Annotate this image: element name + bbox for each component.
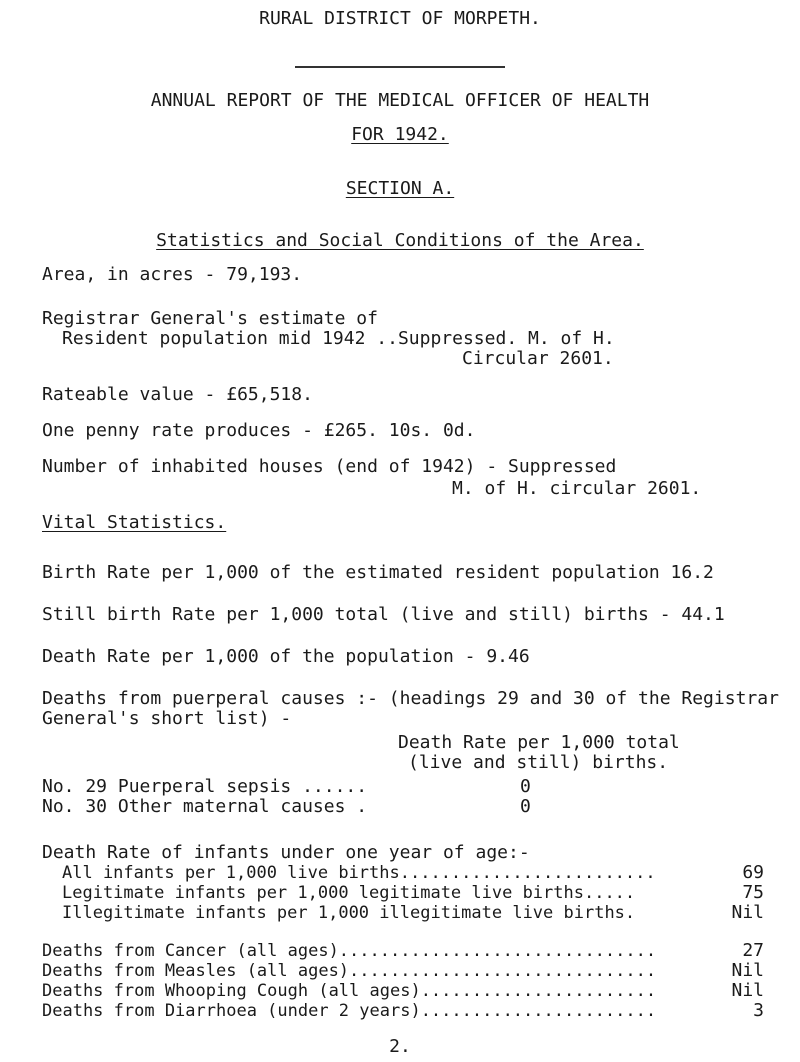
report-title: ANNUAL REPORT OF THE MEDICAL OFFICER OF HEALTH: [150, 90, 650, 111]
puerperal-line-1: Deaths from puerperal causes :- (headings 29 and 30 of the Registrar: [42, 688, 779, 709]
still-birth-rate: Still birth Rate per 1,000 total (live and still) births - 44.1: [42, 604, 725, 625]
cause-row-label: Deaths from Diarrhoea (under 2 years).......................: [42, 1001, 657, 1021]
houses-line-2: M. of H. circular 2601.: [452, 478, 702, 499]
page-number: 2.: [389, 1036, 411, 1057]
section-heading: SECTION A.: [345, 178, 455, 199]
column-heading-1: Death Rate per 1,000 total: [398, 732, 680, 753]
infant-row-value: Nil: [731, 902, 764, 923]
infant-row-value: 75: [742, 882, 764, 903]
puerperal-row-value: 0: [520, 796, 531, 817]
infant-row-label: All infants per 1,000 live births.........................: [62, 863, 656, 883]
cause-row-label: Deaths from Cancer (all ages)...............................: [42, 941, 657, 961]
rateable-value: Rateable value - £65,518.: [42, 384, 313, 405]
area-acres: Area, in acres - 79,193.: [42, 264, 303, 285]
death-rate: Death Rate per 1,000 of the population - 9.46: [42, 646, 530, 667]
cause-row-label: Deaths from Whooping Cough (all ages).......................: [42, 981, 657, 1001]
puerperal-row-label: No. 29 Puerperal sepsis ......: [42, 776, 368, 797]
cause-row-value: 27: [742, 940, 764, 961]
vital-statistics-heading: Vital Statistics.: [42, 512, 227, 533]
column-heading-2: (live and still) births.: [408, 752, 669, 773]
registrar-line-1: Registrar General's estimate of: [42, 308, 378, 329]
section-subtitle: Statistics and Social Conditions of the Area.: [156, 230, 644, 251]
penny-rate: One penny rate produces - £265. 10s. 0d.: [42, 420, 476, 441]
puerperal-line-2: General's short list) -: [42, 708, 292, 729]
puerperal-row-label: No. 30 Other maternal causes .: [42, 796, 368, 817]
report-year: FOR 1942.: [351, 124, 449, 145]
registrar-line-3: Circular 2601.: [462, 348, 614, 369]
cause-row-label: Deaths from Measles (all ages)..............................: [42, 961, 657, 981]
cause-row-value: Nil: [731, 980, 764, 1001]
infant-row-label: Illegitimate infants per 1,000 illegitimate live births.: [62, 903, 636, 923]
cause-row-value: Nil: [731, 960, 764, 981]
houses-line-1: Number of inhabited houses (end of 1942) - Suppressed: [42, 456, 617, 477]
district-title: RURAL DISTRICT OF MORPETH.: [259, 8, 541, 29]
infant-row-value: 69: [742, 862, 764, 883]
registrar-line-2: Resident population mid 1942 ..Suppressed. M. of H.: [62, 328, 615, 349]
infant-row-label: Legitimate infants per 1,000 legitimate live births.....: [62, 883, 636, 903]
puerperal-row-value: 0: [520, 776, 531, 797]
cause-row-value: 3: [753, 1000, 764, 1021]
birth-rate: Birth Rate per 1,000 of the estimated resident population 16.2: [42, 562, 714, 583]
district-rule: [0, 22, 800, 24]
infant-heading: Death Rate of infants under one year of age:-: [42, 842, 530, 863]
